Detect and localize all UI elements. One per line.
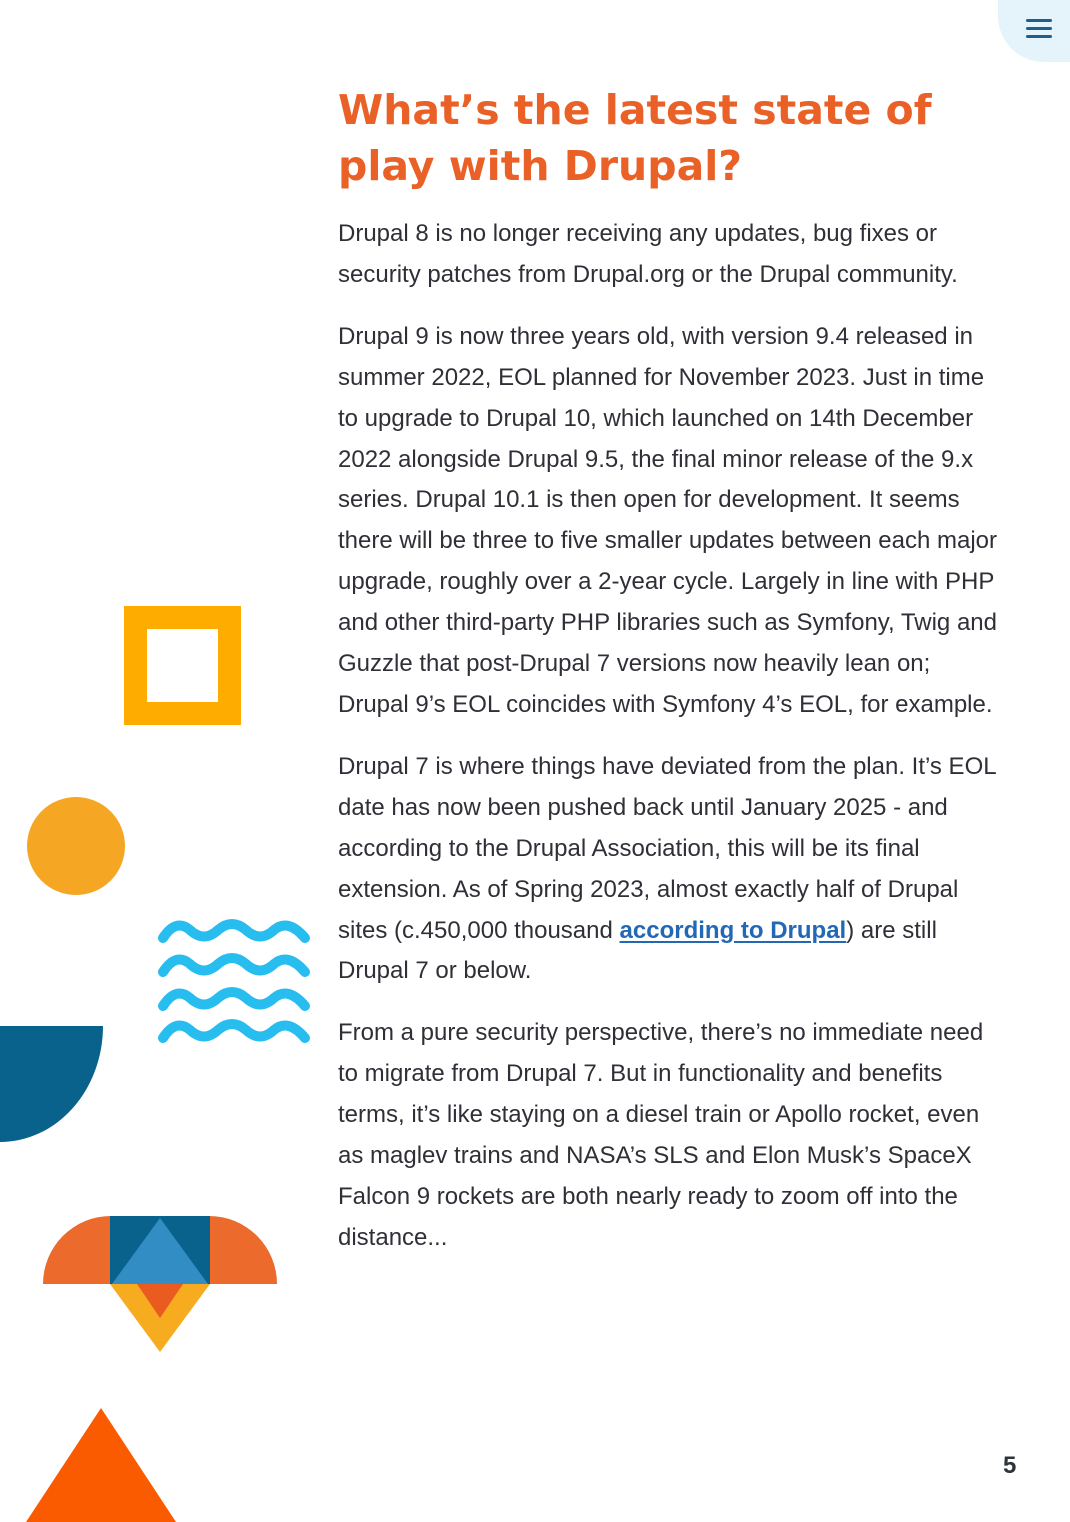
page-title: What’s the latest state of play with Drupal? [338,86,932,190]
wave-lines-shape [156,910,312,1046]
paragraph-drupal-8: Drupal 8 is no longer receiving any updates, bug fixes or security patches from Drupal.org or the Drupal community. [338,220,958,288]
menu-button[interactable] [998,0,1070,62]
circle-shape [26,796,126,896]
paragraph-drupal-7-text: Drupal 7 is where things have deviated from the plan. It’s EOL date has now been pushed back until January 2025 - and according to the Drupal Association, this will be its final extension. As of Spring 2023, almost exactly half of Drupal sites (c.450,000 thousand [338,752,996,944]
according-to-drupal-link[interactable]: according to Drupal [619,916,847,944]
paragraph-drupal-9: Drupal 9 is now three years old, with version 9.4 released in summer 2022, EOL planned for November 2023. Just in time to upgrade to Drupal 10, which launched on 14th December 2022 alongside Drupal 9.5, the final minor release of the 9.x series. Drupal 10.1 is then open for development. It seems there will be three to five smaller updates between each major upgrade, roughly over a 2-year cycle. Largely in line with PHP and other third-party PHP libraries such as Symfony, Twig and Guzzle that post-Drupal 7 versions now heavily lean on; Drupal 9’s EOL coincides with Symfony 4’s EOL, for example. [338,322,998,718]
square-outline-shape [124,606,242,726]
quarter-circle-shape [0,1024,104,1144]
hamburger-menu-icon [1026,17,1052,39]
paragraph-drupal-7-text-end: ) are still Drupal 7 or below. [338,916,937,985]
rocket-shape [42,1214,278,1354]
paragraph-drupal-7 [338,747,1006,992]
paragraph-security-perspective: From a pure security perspective, there’s no immediate need to migrate from Drupal 7. But in functionality and benefits terms, it’s like staying on a diesel train or Apollo rocket, even as maglev trains and NASA’s SLS and Elon Musk’s SpaceX Falcon 9 rockets are both nearly ready to zoom off into the distance... [338,1019,984,1251]
article-body [338,214,1006,1280]
triangle-shape [24,1406,180,1522]
page-number: 5 [1003,1452,1017,1479]
